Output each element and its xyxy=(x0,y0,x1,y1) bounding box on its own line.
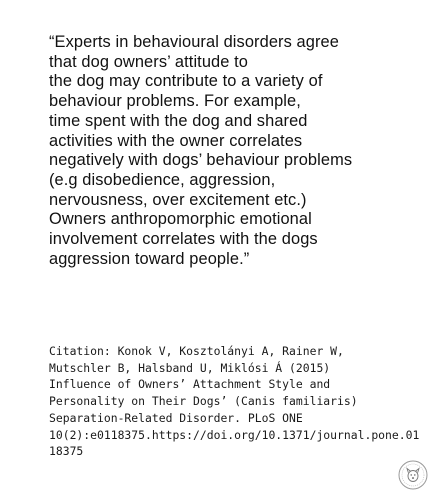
quote-line: negatively with dogs’ behaviour problems xyxy=(49,151,353,170)
quote-line: time spent with the dog and shared xyxy=(49,111,308,130)
citation-line: Influence of Owners’ Attachment Style and xyxy=(49,377,331,392)
quote-line: activities with the owner correlates xyxy=(49,131,303,150)
citation-line: 18375 xyxy=(49,444,84,459)
citation-line: Citation: Konok V, Kosztolányi A, Rainer W, xyxy=(49,344,344,358)
quote-line: the dog may contribute to a variety of xyxy=(49,72,323,91)
quote-line: involvement correlates with the dogs xyxy=(49,230,318,249)
quote-line: aggression toward people.” xyxy=(49,249,250,268)
citation-line: Personality on Their Dogs’ (Canis familiaris) xyxy=(49,394,358,409)
quote-line: that dog owners’ attitude to xyxy=(49,52,249,71)
quote-line: Owners anthropomorphic emotional xyxy=(49,210,312,229)
citation-line: Separation-Related Disorder. PLoS ONE xyxy=(49,410,303,425)
quote-text xyxy=(49,33,429,269)
citation-line: Mutschler B, Halsband U, Miklósi Á (2015) xyxy=(49,360,331,375)
quote-line: nervousness, over excitement etc.) xyxy=(49,190,307,209)
dog-circle-logo-icon xyxy=(398,460,428,490)
quote-line: “Experts in behavioural disorders agree xyxy=(49,33,339,51)
quote-line: behaviour problems. For example, xyxy=(49,92,301,111)
citation-text xyxy=(49,343,434,460)
quote-line: (e.g disobedience, aggression, xyxy=(49,170,276,189)
citation-line: 10(2):e0118375.https://doi.org/10.1371/journal.pone.01 xyxy=(49,427,420,442)
